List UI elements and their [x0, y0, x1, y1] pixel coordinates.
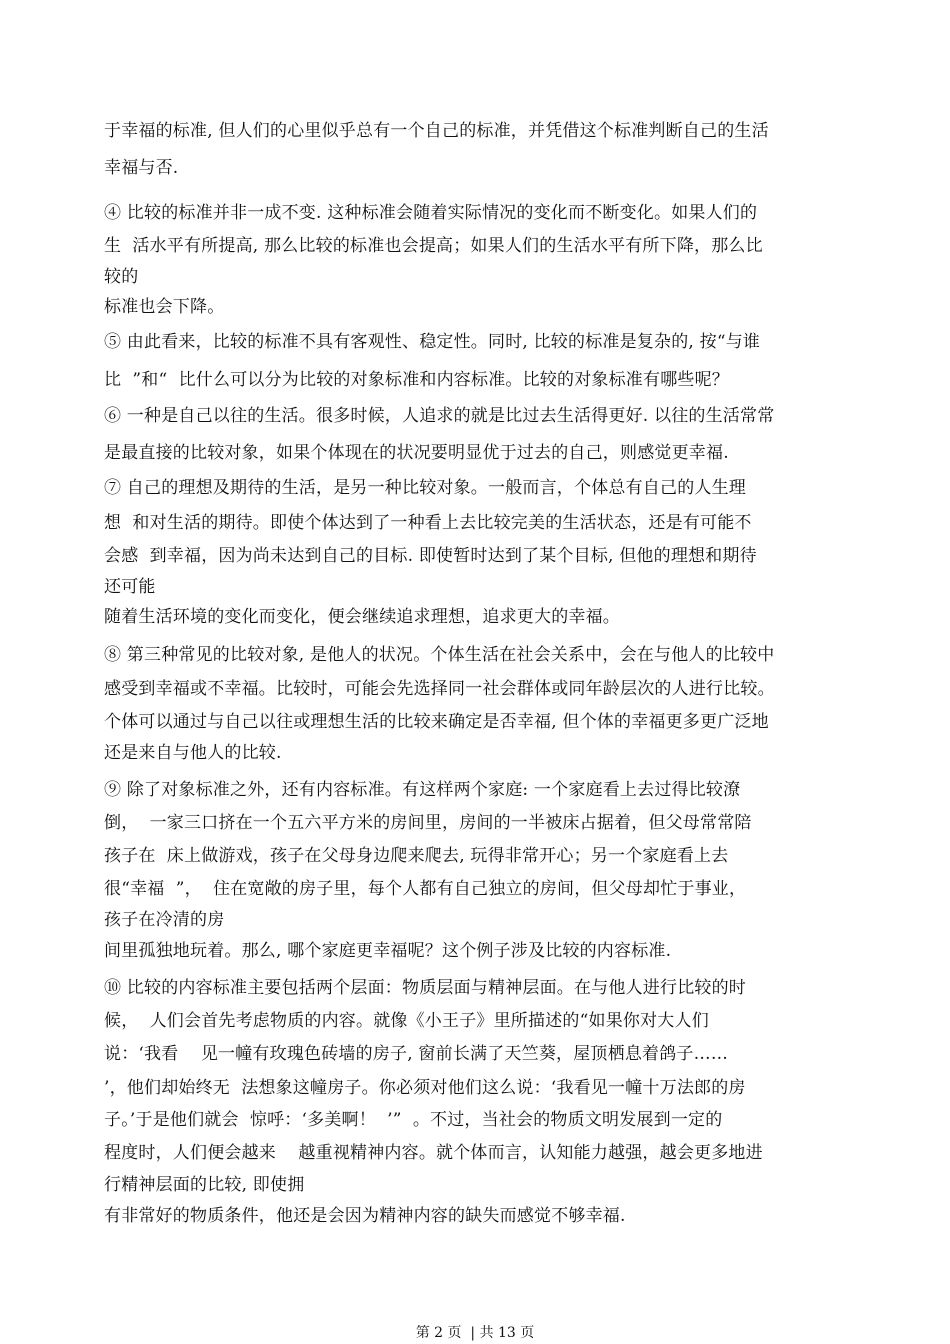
page-number: 第 2 页 | 共 13 页: [415, 1325, 535, 1341]
text-line: 比 ”和“ 比什么可以分为比较的对象标准和内容标准。比较的对象标准有哪些呢？: [104, 370, 729, 390]
text-line: 候， 人们会首先考虑物质的内容。就像《小王子》里所描述的“如果你对大人们: [104, 1011, 709, 1031]
text-line: 是最直接的比较对象，如果个体现在的状况要明显优于过去的自己，则感觉更幸福.: [104, 443, 729, 463]
text-line: ⑨ 除了对象标准之外，还有内容标准。有这样两个家庭: 一个家庭看上去过得比较潦: [104, 780, 741, 800]
text-line: ’，他们却始终无 法想象这幢房子。你必须对他们这么说：‘我看见一幢十万法郎的房: [104, 1078, 746, 1098]
text-line: 随着生活环境的变化而变化，便会继续追求理想，追求更大的幸福。: [104, 607, 620, 627]
text-line: 孩子在 床上做游戏，孩子在父母身边爬来爬去, 玩得非常开心；另一个家庭看上去: [104, 846, 729, 866]
text-line: ⑩ 比较的内容标准主要包括两个层面：物质层面与精神层面。在与他人进行比较的时: [104, 978, 747, 998]
text-line: 程度时，人们便会越来 越重视精神内容。就个体而言，认知能力越强，越会更多地进: [104, 1143, 763, 1163]
text-line: ⑧ 第三种常见的比较对象, 是他人的状况。个体生活在社会关系中，会在与他人的比较中: [104, 645, 775, 665]
text-line: 感受到幸福或不幸福。比较时，可能会先选择同一社会群体或同年龄层次的人进行比较。: [104, 679, 775, 699]
text-line: 有非常好的物质条件，他还是会因为精神内容的缺失而感觉不够幸福.: [104, 1206, 626, 1226]
text-line: 很“幸福 ”， 住在宽敞的房子里，每个人都有自己独立的房间，但父母却忙于事业，: [104, 879, 747, 899]
text-line: 子。’于是他们就会 惊呼：‘多美啊！ ’” 。不过，当社会的物质文明发展到一定的: [104, 1110, 723, 1130]
text-line: 说：‘我看 见一幢有玫瑰色砖墙的房子, 窗前长满了天竺葵，屋顶栖息着鸽子……: [104, 1044, 729, 1064]
text-line: 倒， 一家三口挤在一个五六平方米的房间里，房间的一半被床占据着，但父母常常陪: [104, 813, 752, 833]
text-line: 行精神层面的比较, 即使拥: [104, 1175, 305, 1195]
text-line: 个体可以通过与自己以往或理想生活的比较来确定是否幸福, 但个体的幸福更多更广泛地: [104, 712, 769, 732]
text-line: 还可能: [104, 577, 156, 597]
text-line: ④ 比较的标准并非一成不变. 这种标准会随着实际情况的变化而不断变化。如果人们的: [104, 203, 758, 223]
text-line: 于幸福的标准, 但人们的心里似乎总有一个自己的标准，并凭借这个标准判断自己的生活: [104, 121, 769, 141]
text-line: ⑦ 自己的理想及期待的生活，是另一种比较对象。一般而言，个体总有自己的人生理: [104, 478, 747, 498]
text-line: ⑥ 一种是自己以往的生活。很多时候，人追求的就是比过去生活得更好. 以往的生活常常: [104, 406, 775, 426]
text-line: 幸福与否.: [104, 158, 179, 178]
text-line: 间里孤独地玩着。那么, 哪个家庭更幸福呢？这个例子涉及比较的内容标准.: [104, 941, 672, 961]
text-line: 还是来自与他人的比较.: [104, 743, 282, 763]
text-line: 较的: [104, 267, 139, 287]
text-line: 会感 到幸福，因为尚未达到自己的目标. 即使暂时达到了某个目标, 但他的理想和期待: [104, 546, 757, 566]
text-line: ⑤ 由此看来，比较的标准不具有客观性、稳定性。同时, 比较的标准是复杂的, 按“与谁: [104, 332, 761, 352]
text-line: 标准也会下降。: [104, 297, 225, 317]
text-line: 生 活水平有所提高, 那么比较的标准也会提高；如果人们的生活水平有所下降，那么比: [104, 236, 763, 256]
text-line: 孩子在冷清的房: [104, 910, 225, 930]
text-line: 想 和对生活的期待。即使个体达到了一种看上去比较完美的生活状态，还是有可能不: [104, 513, 752, 533]
